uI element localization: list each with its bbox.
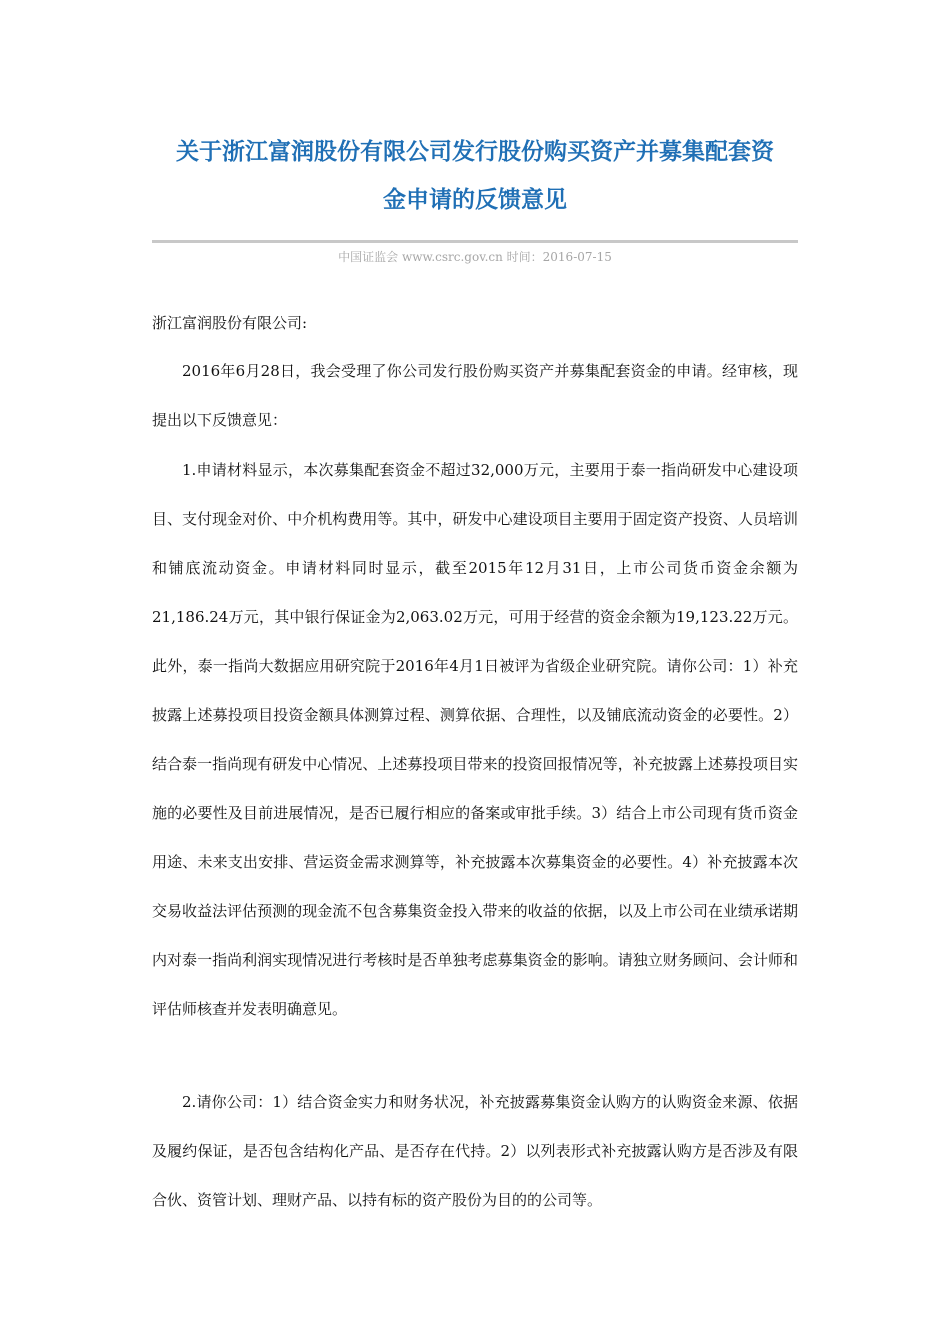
salutation: 浙江富润股份有限公司: (152, 314, 308, 332)
document-title-line-2: 金申请的反馈意见 (383, 187, 567, 213)
title-divider (152, 240, 798, 243)
source-and-date: 中国证监会 www.csrc.gov.cn 时间：2016-07-15 (338, 250, 612, 264)
paragraph-item-1: 1.申请材料显示，本次募集配套资金不超过32,000万元，主要用于泰一指尚研发中心建设项目、支付现金对价、中介机构费用等。其中，研发中心建设项目主要用于固定资产投资、人员培训和铺底流动资金。申请材料同时显示，截至2015年12月31日，上市公司货币资金余额为21,186.24万元，其中银行保证金为2,063.02万元，可用于经营的资金余额为19,123.22万元。此外，泰一指尚大数据应用研究院于2016年4月1日被评为省级企业研究院。请你公司：1）补充披露上述募投项目投资金额具体测算过程、测算依据、合理性，以及铺底流动资金的必要性。2）结合泰一指尚现有研发中心情况、上述募投项目带来的投资回报情况等，补充披露上述募投项目实施的必要性及目前进展情况，是否已履行相应的备案或审批手续。3）结合上市公司现有货币资金用途、未来支出安排、营运资金需求测算等，补充披露本次募集资金的必要性。4）补充披露本次交易收益法评估预测的现金流不包含募集资金投入带来的收益的依据，以及上市公司在业绩承诺期内对泰一指尚利润实现情况进行考核时是否单独考虑募集资金的影响。请独立财务顾问、会计师和评估师核查并发表明确意见。 (152, 461, 798, 1018)
document-title-line-1: 关于浙江富润股份有限公司发行股份购买资产并募集配套资 (176, 139, 774, 165)
paragraph-item-2: 2.请你公司：1）结合资金实力和财务状况，补充披露募集资金认购方的认购资金来源、依据及履约保证，是否包含结构化产品、是否存在代持。2）以列表形式补充披露认购方是否涉及有限合伙、资管计划、理财产品、以持有标的资产股份为目的的公司等。 (152, 1093, 798, 1209)
paragraph-intro: 2016年6月28日，我会受理了你公司发行股份购买资产并募集配套资金的申请。经审核，现提出以下反馈意见： (152, 362, 798, 429)
